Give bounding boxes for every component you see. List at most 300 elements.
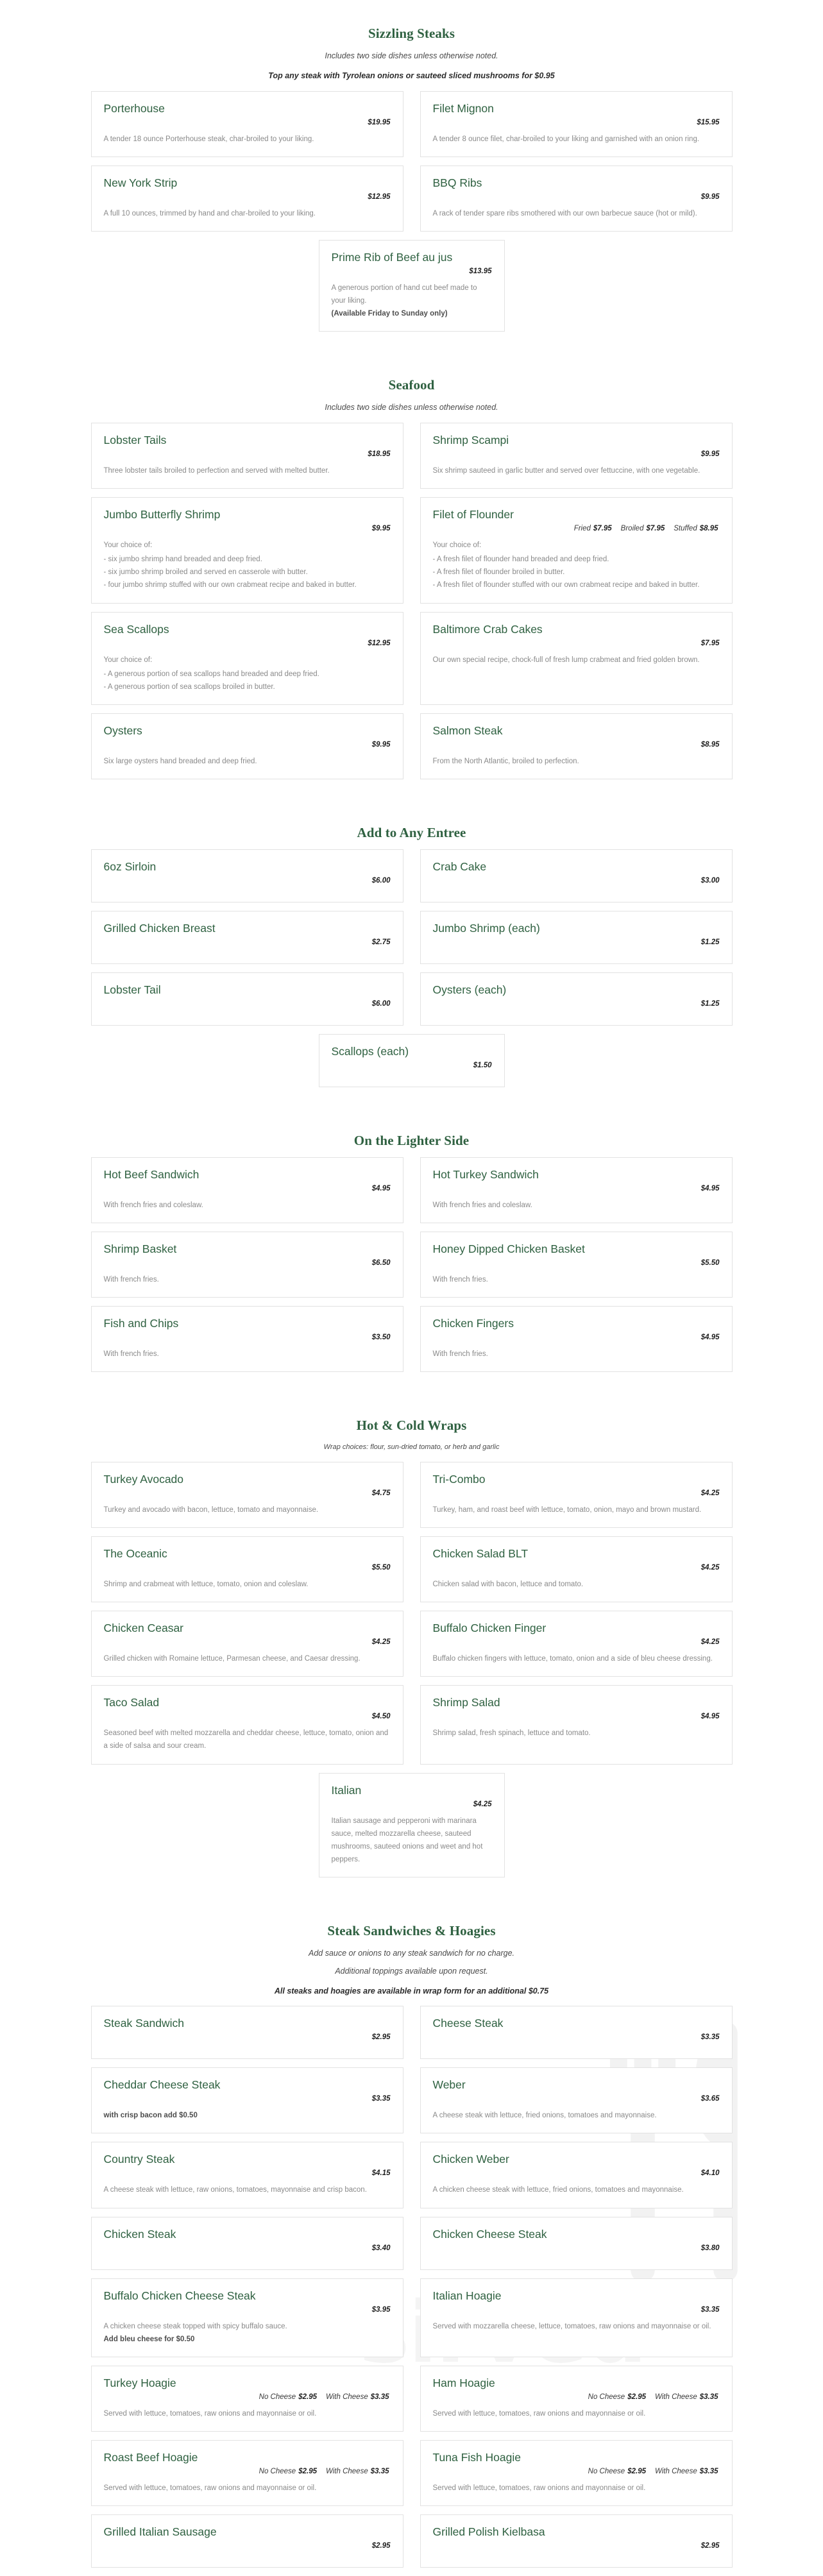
- menu-section-on-the-lighter-side: [91, 1129, 733, 1380]
- menu-item-card[interactable]: [420, 1685, 733, 1764]
- section-title: On the Lighter Side: [353, 1133, 470, 1148]
- menu-item-description: With french fries.: [103, 1350, 159, 1359]
- menu-item-name: 6oz Sirloin: [103, 860, 157, 873]
- menu-item-price-line: [332, 267, 492, 275]
- menu-item-price: $15.95: [697, 118, 720, 126]
- menu-item-price-line: [433, 1185, 720, 1192]
- menu-item-card[interactable]: [91, 1536, 403, 1602]
- price-option-value: $2.95: [627, 2467, 646, 2475]
- menu-item-card[interactable]: [420, 1232, 733, 1298]
- menu-item-card[interactable]: [91, 2440, 403, 2506]
- menu-item-price: $3.35: [371, 2095, 391, 2103]
- menu-item-price: $9.95: [700, 192, 720, 201]
- menu-item-card[interactable]: [420, 2278, 733, 2357]
- section-note: All steaks and hoagies are available in wrap form for an additional $0.75: [274, 1986, 549, 1996]
- menu-item-price-line: [104, 741, 391, 749]
- menu-item-price: $12.95: [368, 192, 391, 201]
- menu-item-card[interactable]: [420, 911, 733, 964]
- menu-row: [91, 972, 733, 1026]
- price-option-value: $3.35: [370, 2467, 389, 2475]
- menu-item-name: Jumbo Butterfly Shrimp: [103, 508, 221, 521]
- menu-item-price: $2.95: [700, 2542, 720, 2550]
- section-spacer: [0, 1886, 823, 1919]
- section-note: Wrap choices: flour, sun-dried tomato, or herb and garlic: [323, 1443, 500, 1452]
- menu-item-description: A generous portion of hand cut beef made to your liking. (Available Friday to Sunday only): [332, 282, 492, 320]
- menu-item-card[interactable]: [420, 165, 733, 232]
- menu-item-price: $9.95: [371, 740, 391, 749]
- menu-item-name: Hot Beef Sandwich: [103, 1168, 199, 1181]
- menu-item-price: $9.95: [700, 450, 720, 458]
- menu-item-card[interactable]: [91, 713, 403, 779]
- menu-item-card[interactable]: [319, 1034, 505, 1087]
- section-notes: [91, 402, 733, 414]
- menu-item-description: Grilled chicken with Romaine lettuce, Parmesan cheese, and Caesar dressing.: [103, 1655, 361, 1663]
- menu-item-price: $3.65: [700, 2095, 720, 2103]
- menu-item-name: Jumbo Shrimp (each): [432, 922, 540, 935]
- menu-item-choice: - six jumbo shrimp broiled and served en casserole with butter.: [103, 568, 308, 577]
- menu-item-card[interactable]: [420, 2514, 733, 2568]
- menu-item-card[interactable]: [91, 911, 403, 964]
- section-title: Steak Sandwiches & Hoagies: [327, 1923, 496, 1938]
- menu-item-price-line: [433, 640, 720, 647]
- price-option-label: With Cheese: [325, 2393, 368, 2401]
- menu-item-price-line: [433, 877, 720, 885]
- menu-item-name: Filet Mignon: [432, 101, 494, 115]
- menu-item-price-line: [433, 1564, 720, 1572]
- menu-item-name: Ham Hoagie: [432, 2376, 495, 2389]
- menu-item-price-line: [104, 1185, 391, 1192]
- menu-item-choice-list: [104, 553, 391, 591]
- menu-item-price-line: [332, 1801, 492, 1808]
- section-title: Hot & Cold Wraps: [356, 1418, 467, 1434]
- menu-item-description: Shrimp salad, fresh spinach, lettuce and tomato.: [432, 1729, 591, 1738]
- menu-item-card[interactable]: [91, 2514, 403, 2568]
- menu-item-price: $8.95: [700, 740, 720, 749]
- price-option-label: No Cheese: [588, 2467, 625, 2475]
- menu-item-name: Tuna Fish Hoagie: [432, 2450, 521, 2464]
- menu-section-steak-sandwiches-and-hoagies: [91, 1919, 733, 2576]
- menu-item-price-line: [104, 1259, 391, 1267]
- menu-item-card[interactable]: [91, 1232, 403, 1298]
- menu-item-name: Salmon Steak: [432, 724, 503, 737]
- menu-items-grid: [91, 1157, 733, 1380]
- menu-item-description: Six large oysters hand breaded and deep fried.: [103, 757, 257, 765]
- menu-item-card[interactable]: [420, 1462, 733, 1528]
- menu-row: [91, 1232, 733, 1298]
- menu-item-description: A full 10 ounces, trimmed by hand and char-broiled to your liking.: [103, 209, 316, 217]
- menu-item-price-line: [104, 1564, 391, 1572]
- menu-item-card[interactable]: [319, 1773, 505, 1878]
- menu-item-description: Seasoned beef with melted mozzarella and cheddar cheese, lettuce, tomato, onion and a side of salsa and sour cream.: [103, 1729, 389, 1750]
- menu-item-card[interactable]: [420, 612, 733, 705]
- menu-item-description: Six shrimp sauteed in garlic butter and served over fettuccine, with one vegetable.: [432, 466, 700, 475]
- menu-item-price-line: [433, 525, 720, 532]
- menu-item-price-line: [104, 2542, 391, 2550]
- menu-item-card[interactable]: [91, 849, 403, 902]
- menu-item-price-line: [433, 2244, 720, 2252]
- menu-item-name: Prime Rib of Beef au jus: [331, 250, 453, 264]
- price-option-value: $2.95: [298, 2393, 317, 2401]
- menu-item-price-line: [433, 2033, 720, 2041]
- menu-item-card[interactable]: [420, 2217, 733, 2270]
- menu-item-price-line: [104, 2169, 391, 2177]
- menu-item-name: The Oceanic: [103, 1547, 167, 1560]
- menu-item-name: Turkey Avocado: [103, 1472, 184, 1486]
- menu-item-choice-list: [433, 553, 720, 591]
- menu-item-price: $3.40: [371, 2244, 391, 2252]
- menu-item-card[interactable]: [91, 2278, 403, 2357]
- menu-item-choice-intro: Your choice of:: [103, 541, 153, 549]
- section-note: Top any steak with Tyrolean onions or sauteed sliced mushrooms for $0.95: [268, 71, 555, 80]
- menu-item-name: Chicken Fingers: [432, 1317, 514, 1330]
- menu-item-price-line: [433, 1489, 720, 1497]
- menu-item-description: With french fries.: [432, 1350, 488, 1359]
- menu-items-grid: [91, 91, 733, 341]
- menu-item-price: $2.75: [371, 938, 391, 946]
- menu-item-name: Honey Dipped Chicken Basket: [432, 1242, 585, 1256]
- menu-item-name: Italian: [331, 1783, 362, 1797]
- menu-row: [91, 2067, 733, 2133]
- menu-item-price-line: [433, 938, 720, 946]
- menu-item-name: Buffalo Chicken Cheese Steak: [103, 2289, 256, 2302]
- menu-item-name: Buffalo Chicken Finger: [432, 1622, 547, 1635]
- menu-item-choice-list: [104, 668, 391, 693]
- menu-item-choice: - four jumbo shrimp stuffed with our own crabmeat recipe and baked in butter.: [103, 581, 357, 589]
- menu-item-description: Served with lettuce, tomatoes, raw onions and mayonnaise or oil.: [103, 2409, 317, 2418]
- menu-item-price-line: [104, 119, 391, 126]
- menu-item-card[interactable]: [91, 1157, 403, 1223]
- menu-row: [91, 911, 733, 964]
- menu-item-price: $13.95: [469, 267, 492, 275]
- menu-item-card[interactable]: [91, 2366, 403, 2432]
- menu-item-choice: - A fresh filet of flounder broiled in butter.: [432, 568, 565, 577]
- menu-item-card[interactable]: [420, 2067, 733, 2133]
- menu-item-name: Cheese Steak: [432, 2017, 504, 2030]
- menu-item-card[interactable]: [420, 1157, 733, 1223]
- section-notes: [91, 1947, 733, 1997]
- menu-item-card[interactable]: [91, 2142, 403, 2208]
- menu-item-price: $19.95: [368, 118, 391, 126]
- menu-item-price: $4.95: [700, 1185, 720, 1192]
- menu-item-price: $2.95: [371, 2542, 391, 2550]
- menu-item-name: Baltimore Crab Cakes: [432, 622, 543, 636]
- menu-item-name: Oysters (each): [432, 983, 507, 996]
- menu-item-description: A tender 8 ounce filet, char-broiled to your liking and garnished with an onion ring.: [432, 135, 700, 143]
- menu-item-card[interactable]: [420, 1536, 733, 1602]
- menu-item-card[interactable]: [420, 972, 733, 1026]
- menu-item-price-line: [433, 2095, 720, 2103]
- menu-item-price-line: [104, 1713, 391, 1720]
- menu-item-description: Our own special recipe, chock-full of fresh lump crabmeat and fried golden brown.: [432, 656, 700, 664]
- menu-item-price-line: [104, 640, 391, 647]
- menu-item-price-line: [433, 1259, 720, 1267]
- menu-row: [91, 1611, 733, 1677]
- menu-row: [91, 2006, 733, 2059]
- menu-item-description: Turkey, ham, and roast beef with lettuce, tomato, onion, mayo and brown mustard.: [432, 1505, 702, 1514]
- menu-item-description: Turkey and avocado with bacon, lettuce, tomato and mayonnaise.: [103, 1505, 319, 1514]
- section-note: Includes two side dishes unless otherwise noted.: [325, 51, 498, 60]
- menu-item-bold-note: with crisp bacon add $0.50: [103, 2112, 198, 2120]
- menu-row: [91, 91, 733, 157]
- menu-item-name: Shrimp Salad: [432, 1696, 500, 1709]
- menu-item-price-line: [433, 741, 720, 749]
- menu-item-card[interactable]: [319, 240, 505, 332]
- menu-item-price-line: [104, 2306, 391, 2314]
- menu-item-price-line: [104, 525, 391, 532]
- menu-item-price-line: [433, 2169, 720, 2177]
- section-title: Seafood: [388, 377, 435, 393]
- menu-item-price: $4.25: [371, 1638, 391, 1647]
- section-spacer: [0, 340, 823, 373]
- menu-item-card[interactable]: [420, 2006, 733, 2059]
- menu-item-card[interactable]: [420, 2366, 733, 2432]
- menu-item-card[interactable]: [420, 849, 733, 902]
- menu-row: [91, 2366, 733, 2432]
- menu-row: [91, 423, 733, 489]
- menu-row: [91, 1536, 733, 1602]
- menu-item-description: With french fries and coleslaw.: [103, 1201, 203, 1209]
- menu-item-choice: - A generous portion of sea scallops hand breaded and deep fried.: [103, 670, 319, 678]
- price-option-label: No Cheese: [259, 2467, 296, 2475]
- menu-item-name: Hot Turkey Sandwich: [432, 1168, 539, 1181]
- menu-item-price: $3.35: [700, 2305, 720, 2314]
- menu-item-name: Scallops (each): [331, 1045, 409, 1058]
- menu-item-name: Chicken Ceasar: [103, 1622, 183, 1635]
- menu-item-price-line: [433, 2393, 720, 2401]
- menu-item-name: Sea Scallops: [103, 622, 169, 636]
- menu-item-name: Filet of Flounder: [432, 508, 514, 521]
- menu-item-price-line: [104, 877, 391, 885]
- menu-item-description: Served with lettuce, tomatoes, raw onions and mayonnaise or oil.: [432, 2409, 646, 2418]
- menu-item-price-line: [332, 1062, 492, 1069]
- price-option-label: With Cheese: [325, 2467, 368, 2475]
- menu-item-description: [104, 2109, 391, 2122]
- menu-row: [91, 2440, 733, 2506]
- menu-item-name: New York Strip: [103, 176, 178, 189]
- menu-item-name: Weber: [432, 2078, 466, 2092]
- menu-item-name: Grilled Italian Sausage: [103, 2525, 217, 2538]
- menu-item-price: $3.00: [700, 877, 720, 885]
- menu-item-price: $4.75: [371, 1489, 391, 1497]
- menu-row: [91, 2514, 733, 2568]
- price-option-label: With Cheese: [654, 2467, 697, 2475]
- section-note: Additional toppings available upon request.: [335, 1966, 488, 1976]
- price-option-value: $3.35: [699, 2393, 718, 2401]
- menu-item-price-line: [433, 1713, 720, 1720]
- menu-item-price: $12.95: [368, 639, 391, 647]
- menu-items-grid: [91, 849, 733, 1096]
- menu-item-name: Lobster Tail: [103, 983, 161, 996]
- menu-item-card[interactable]: [91, 612, 403, 705]
- menu-row: [91, 713, 733, 779]
- menu-item-description: A chicken cheese steak with lettuce, fried onions, tomatoes and mayonnaise.: [432, 2186, 684, 2194]
- menu-section-seafood: [91, 373, 733, 788]
- menu-item-price: $5.50: [700, 1259, 720, 1267]
- menu-item-bold-note: Add bleu cheese for $0.50: [103, 2335, 195, 2343]
- menu-item-price: $7.95: [700, 639, 720, 647]
- menu-item-price: $18.95: [368, 450, 391, 458]
- menu-item-price-line: [104, 450, 391, 458]
- menu-row: [91, 1462, 733, 1528]
- price-option-value: $2.95: [298, 2467, 317, 2475]
- menu-item-description: Served with mozzarella cheese, lettuce, tomatoes, raw onions and mayonnaise or oil.: [432, 2322, 711, 2330]
- menu-item-card[interactable]: [91, 423, 403, 489]
- menu-item-price: $4.25: [700, 1489, 720, 1497]
- menu-item-price: $3.50: [371, 1334, 391, 1342]
- menu-row: [91, 1306, 733, 1372]
- menu-item-name: Oysters: [103, 724, 142, 737]
- menu-item-description: With french fries.: [432, 1276, 488, 1284]
- menu-item-card[interactable]: [91, 2006, 403, 2059]
- menu-item-card[interactable]: [420, 713, 733, 779]
- menu-item-price: $9.95: [371, 525, 391, 532]
- menu-row: [91, 849, 733, 902]
- menu-item-description: A cheese steak with lettuce, raw onions, tomatoes, mayonnaise and crisp bacon.: [103, 2186, 367, 2194]
- menu-item-price-line: [104, 2244, 391, 2252]
- price-option-label: With Cheese: [654, 2393, 697, 2401]
- menu-item-description: Served with lettuce, tomatoes, raw onions and mayonnaise or oil.: [103, 2484, 317, 2492]
- menu-item-price: $6.50: [371, 1259, 391, 1267]
- menu-item-card[interactable]: [420, 423, 733, 489]
- menu-item-price-line: [433, 1000, 720, 1008]
- menu-item-name: Chicken Salad BLT: [432, 1547, 529, 1560]
- menu-item-price: $4.25: [473, 1800, 492, 1808]
- menu-item-price-line: [433, 2306, 720, 2314]
- menu-item-bold-note: (Available Friday to Sunday only): [331, 310, 448, 318]
- menu-item-card[interactable]: [91, 2067, 403, 2133]
- menu-row: [91, 1034, 733, 1087]
- price-option-label: Stuffed: [674, 525, 697, 532]
- menu-item-name: Porterhouse: [103, 101, 165, 115]
- menu-item-card[interactable]: [91, 2217, 403, 2270]
- menu-row: [91, 2142, 733, 2208]
- section-notes: [91, 50, 733, 82]
- menu-row: [91, 497, 733, 604]
- menu-section-sizzling-steaks: [91, 22, 733, 340]
- menu-item-price: $5.50: [371, 1564, 391, 1572]
- menu-item-card[interactable]: [91, 165, 403, 232]
- menu-item-card[interactable]: [420, 1611, 733, 1677]
- section-note: Add sauce or onions to any steak sandwich for no charge.: [308, 1949, 515, 1958]
- menu-item-price-line: [104, 2095, 391, 2103]
- menu-item-price: $4.50: [371, 1713, 391, 1721]
- menu-item-price-line: [433, 2542, 720, 2550]
- menu-item-description: A rack of tender spare ribs smothered with our own barbecue sauce (hot or mild).: [432, 209, 697, 217]
- menu-item-price: $4.25: [700, 1638, 720, 1647]
- menu-item-price: $3.80: [700, 2244, 720, 2252]
- price-option-value: $2.95: [627, 2393, 646, 2401]
- section-title: Sizzling Steaks: [368, 26, 455, 41]
- menu-item-card[interactable]: [91, 91, 403, 157]
- menu-row: [91, 1773, 733, 1878]
- menu-item-choice: - A fresh filet of flounder hand breaded and deep fried.: [432, 555, 609, 564]
- menu-item-name: Shrimp Scampi: [432, 433, 509, 446]
- menu-item-price: $1.25: [700, 938, 720, 946]
- menu-item-price-line: [104, 1638, 391, 1646]
- menu-item-card[interactable]: [91, 1306, 403, 1372]
- menu-item-choice: - six jumbo shrimp hand breaded and deep fried.: [103, 555, 262, 564]
- menu-item-price-line: [433, 1334, 720, 1341]
- menu-item-price: $3.35: [700, 2033, 720, 2042]
- price-option-label: Fried: [573, 525, 591, 532]
- menu-item-description: Shrimp and crabmeat with lettuce, tomato, onion and coleslaw.: [103, 1580, 309, 1588]
- menu-row: [91, 612, 733, 705]
- menu-item-name: Shrimp Basket: [103, 1242, 177, 1256]
- menu-item-price-line: [433, 119, 720, 126]
- menu-row: [91, 2217, 733, 2270]
- menu-item-name: Grilled Polish Kielbasa: [432, 2525, 545, 2538]
- menu-item-choice-intro: Your choice of:: [103, 656, 153, 664]
- menu-item-card[interactable]: [91, 1685, 403, 1764]
- menu-item-card[interactable]: [91, 497, 403, 604]
- section-spacer: [0, 1096, 823, 1129]
- menu-item-price: $3.95: [371, 2305, 391, 2314]
- menu-row: [91, 1685, 733, 1764]
- menu-item-description: Served with lettuce, tomatoes, raw onions and mayonnaise or oil.: [432, 2484, 646, 2492]
- menu-item-card[interactable]: [91, 972, 403, 1026]
- menu-item-price: $4.95: [371, 1185, 391, 1192]
- menu-item-name: Turkey Hoagie: [103, 2376, 176, 2389]
- menu-item-card[interactable]: [420, 2142, 733, 2208]
- menu-item-price-line: [104, 938, 391, 946]
- menu-item-description: A cheese steak with lettuce, fried onions, tomatoes and mayonnaise.: [432, 2112, 657, 2120]
- menu-item-price-line: [433, 193, 720, 201]
- menu-item-description: Italian sausage and pepperoni with marinara sauce, melted mozzarella cheese, sauteed mushrooms, sauteed onions and weet and hot peppers.: [331, 1817, 483, 1863]
- menu-item-card[interactable]: [91, 1462, 403, 1528]
- menu-item-price-line: [104, 1000, 391, 1008]
- menu-item-name: Chicken Steak: [103, 2227, 176, 2241]
- menu-item-card[interactable]: [91, 1611, 403, 1677]
- menu-item-name: BBQ Ribs: [432, 176, 482, 189]
- section-spacer: [0, 788, 823, 821]
- section-notes: [91, 1442, 733, 1453]
- menu-row: [91, 2278, 733, 2357]
- menu-item-price: $4.95: [700, 1334, 720, 1342]
- menu-row: [91, 1157, 733, 1223]
- menu-item-price: $4.25: [700, 1564, 720, 1572]
- section-title: Add to Any Entree: [357, 825, 466, 840]
- menu-item-price: $4.10: [700, 2169, 720, 2178]
- menu-item-price: $4.95: [700, 1713, 720, 1721]
- menu-item-price-line: [104, 1489, 391, 1497]
- menu-section-hot-and-cold-wraps: [91, 1414, 733, 1886]
- menu-item-name: Lobster Tails: [103, 433, 167, 446]
- menu-item-card[interactable]: [420, 1306, 733, 1372]
- menu-item-description: Chicken salad with bacon, lettuce and tomato.: [432, 1580, 584, 1588]
- menu-item-price-line: [104, 2468, 391, 2475]
- menu-item-price-line: [104, 2393, 391, 2401]
- menu-section-add-to-any-entree: [91, 821, 733, 1096]
- menu-item-name: Tri-Combo: [432, 1472, 486, 1486]
- menu-item-description: Three lobster tails broiled to perfection and served with melted butter.: [103, 466, 330, 475]
- menu-item-description: With french fries.: [103, 1276, 159, 1284]
- menu-item-card[interactable]: [420, 497, 733, 604]
- menu-item-description: A chicken cheese steak topped with spicy buffalo sauce. Add bleu cheese for $0.50: [104, 2320, 391, 2346]
- menu-item-price: $1.25: [700, 1000, 720, 1008]
- menu-item-name: Grilled Chicken Breast: [103, 922, 216, 935]
- menu-item-description: With french fries and coleslaw.: [432, 1201, 532, 1209]
- menu-item-price-line: [433, 450, 720, 458]
- price-option-label: Broiled: [620, 525, 644, 532]
- menu-item-name: Taco Salad: [103, 1696, 160, 1709]
- menu-item-price: $2.95: [371, 2033, 391, 2042]
- section-spacer: [0, 1380, 823, 1414]
- menu-item-name: Fish and Chips: [103, 1317, 179, 1330]
- menu-items-grid: [91, 2006, 733, 2576]
- menu-item-name: Cheddar Cheese Steak: [103, 2078, 221, 2092]
- menu-item-card[interactable]: [420, 2440, 733, 2506]
- menu-item-card[interactable]: [420, 91, 733, 157]
